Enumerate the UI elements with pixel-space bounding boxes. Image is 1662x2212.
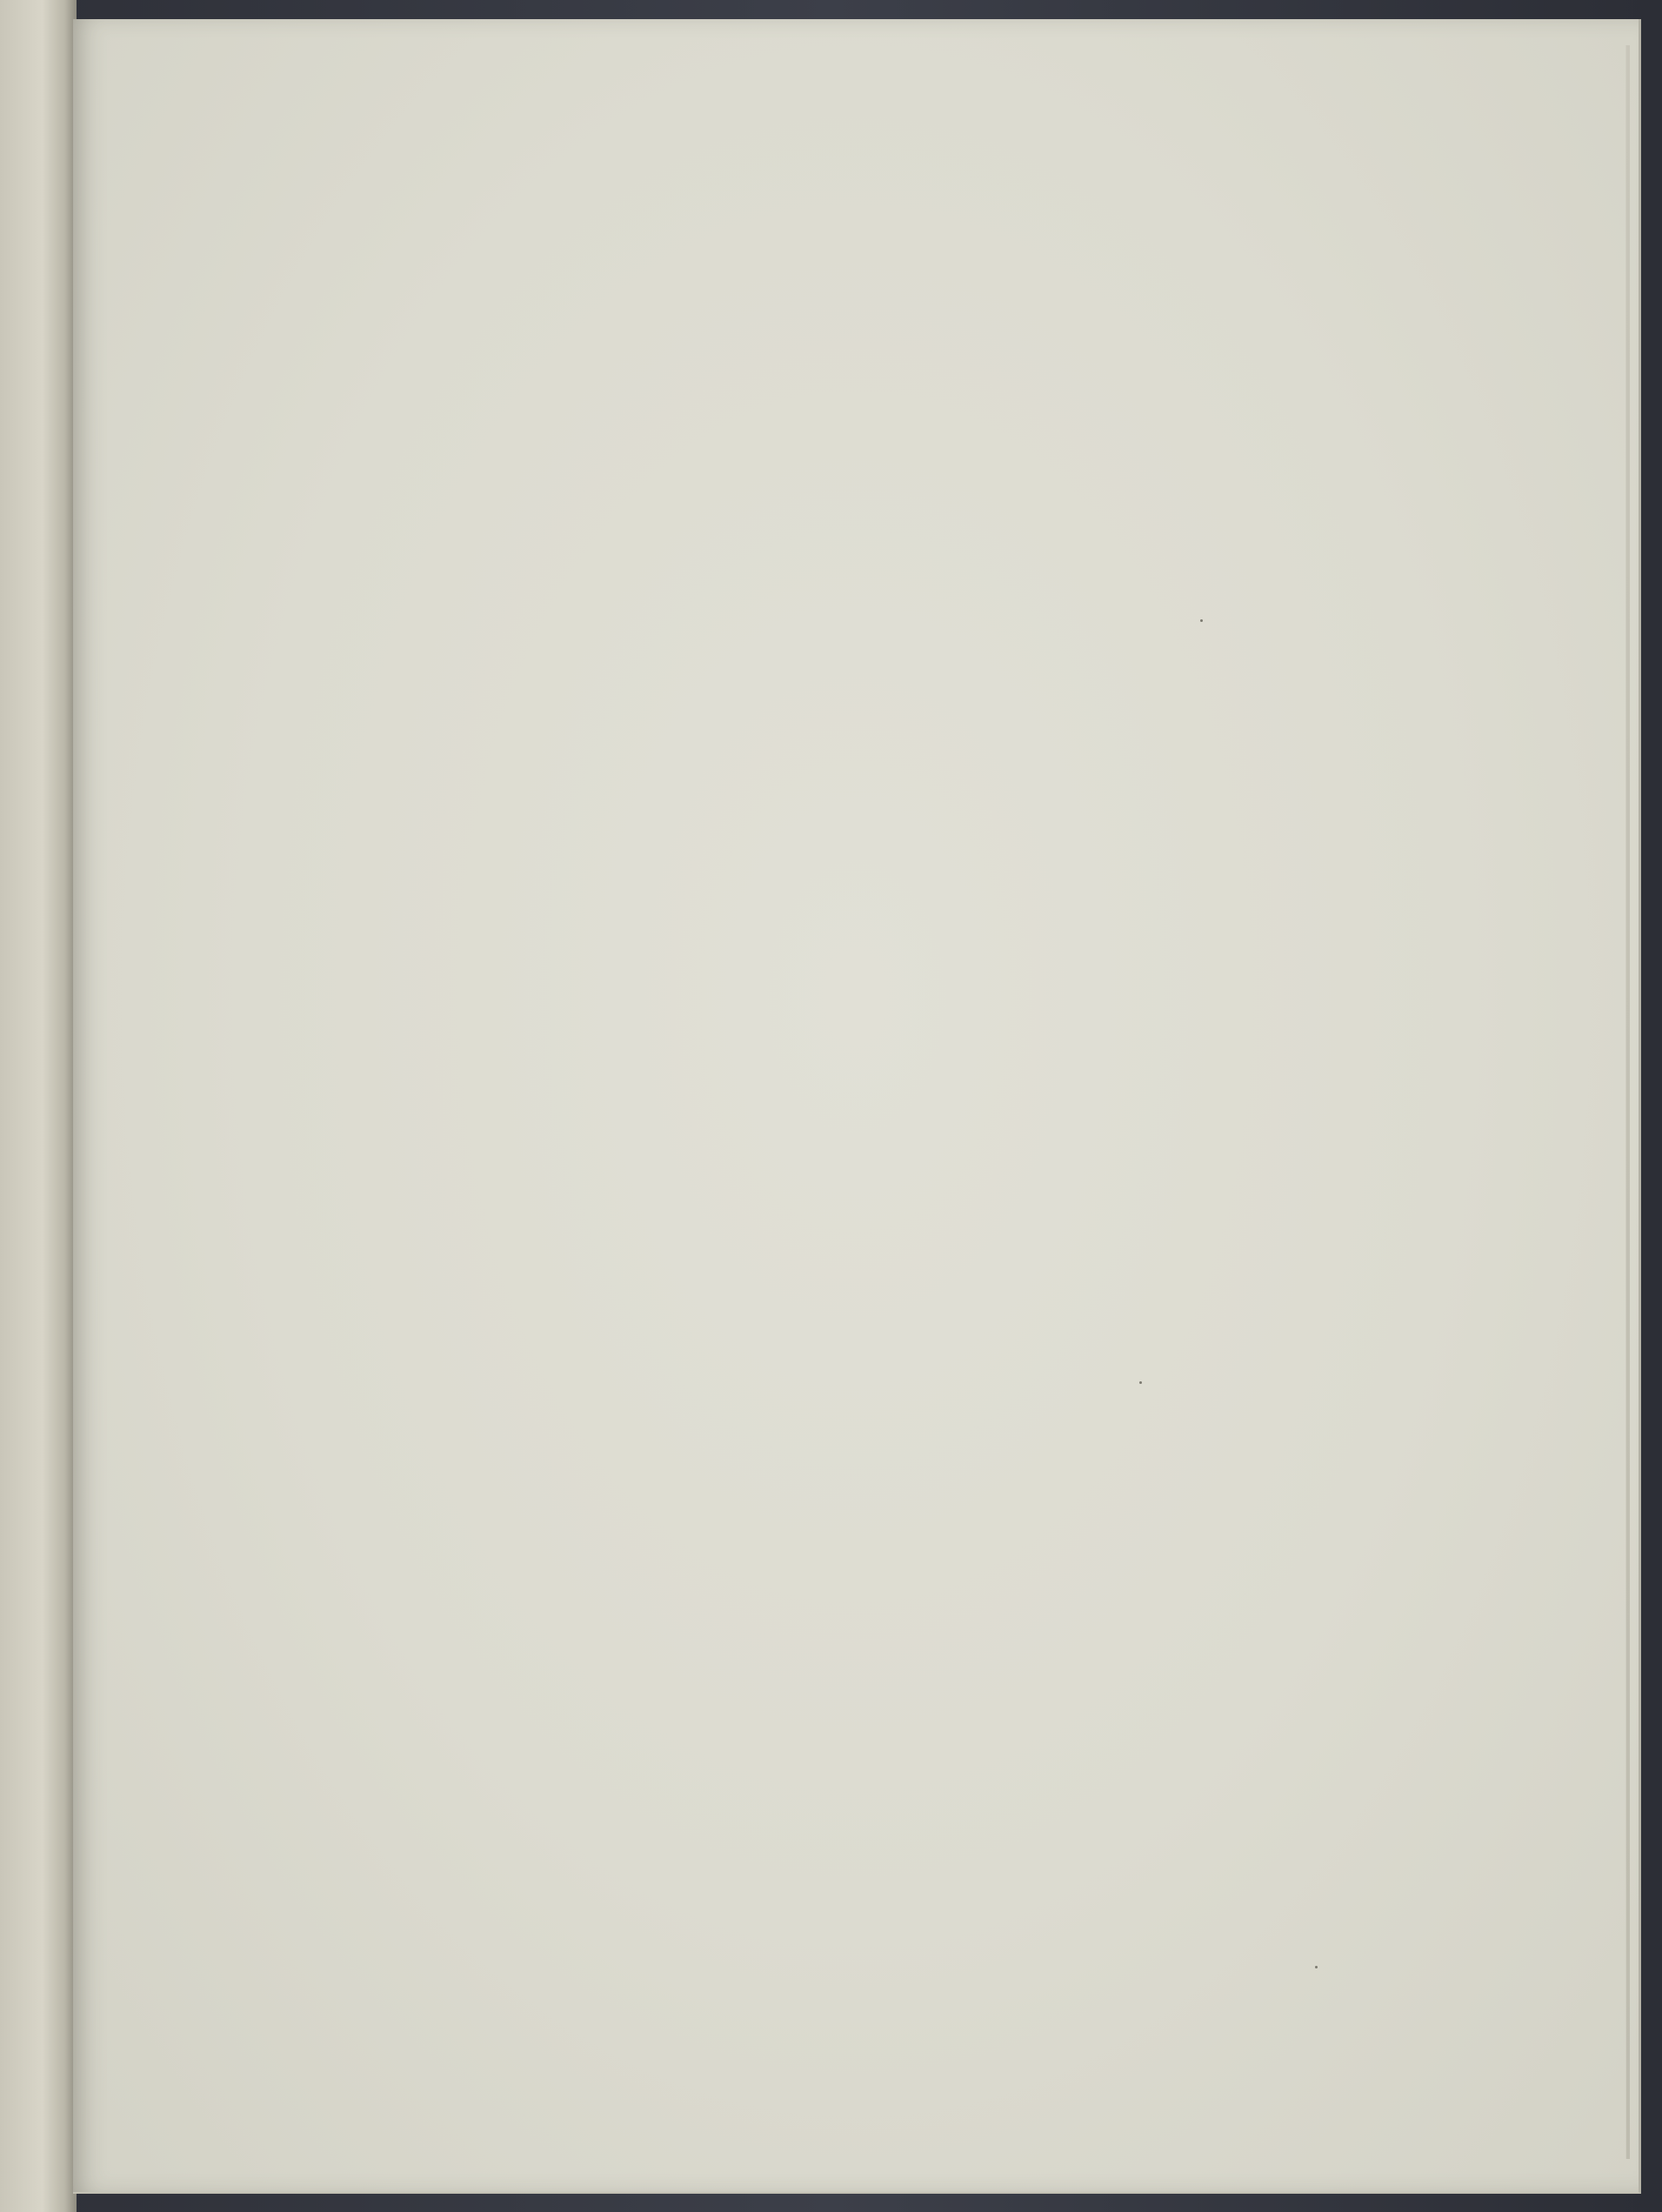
paper-speck — [1200, 619, 1203, 622]
paper-speck — [1315, 1966, 1318, 1968]
paper-speck — [1139, 1381, 1142, 1384]
body-text — [244, 360, 1186, 384]
book-page — [73, 19, 1641, 2194]
facing-page-edge — [0, 0, 77, 2212]
page-fore-edge — [1625, 45, 1630, 2159]
